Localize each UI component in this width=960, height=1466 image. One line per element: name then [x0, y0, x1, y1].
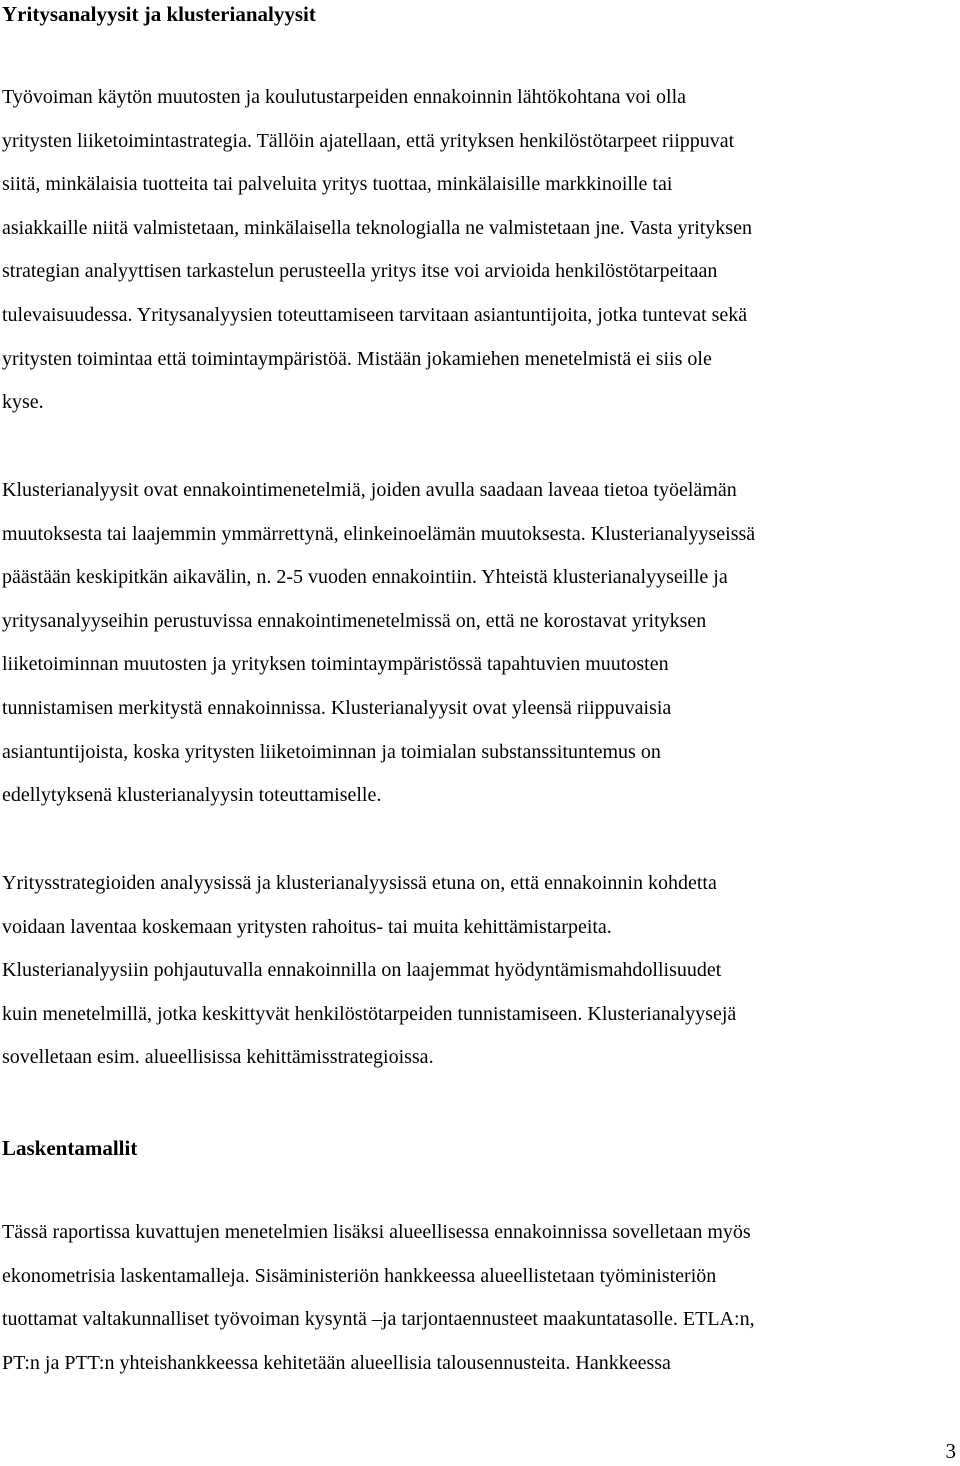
text-line: asiakkaille niitä valmistetaan, minkälaisella teknologialla ne valmistetaan jne. Vasta yrityksen	[2, 216, 752, 239]
text-line: muutoksesta tai laajemmin ymmärrettynä, elinkeinoelämän muutoksesta. Klusterianalyyseissä	[2, 522, 756, 545]
text-line: asiantuntijoista, koska yritysten liiketoiminnan ja toimialan substanssituntemus on	[2, 740, 661, 763]
text-line: sovelletaan esim. alueellisissa kehittämisstrategioissa.	[2, 1046, 434, 1069]
text-line: tulevaisuudessa. Yritysanalyysien toteuttamiseen tarvitaan asiantuntijoita, jotka tuntevat sekä	[2, 303, 748, 326]
page-number: 3	[945, 1439, 956, 1463]
text-line: päästään keskipitkän aikavälin, n. 2-5 vuoden ennakointiin. Yhteistä klusterianalyyseille ja	[2, 566, 728, 589]
paragraph-laskentamallit	[2, 1211, 958, 1385]
text-line: yritysten toimintaa että toimintaympäristöä. Mistään jokamiehen menetelmistä ei siis ole	[2, 347, 712, 370]
text-line: Klusterianalyysit ovat ennakointimenetelmiä, joiden avulla saadaan laveaa tietoa työelämän	[2, 479, 737, 501]
text-line: strategian analyyttisen tarkastelun perusteella yritys itse voi arvioida henkilöstötarpeitaan	[2, 260, 718, 283]
text-line: tunnistamisen merkitystä ennakoinnissa. Klusterianalyysit ovat yleensä riippuvaisia	[2, 696, 672, 719]
text-line: kyse.	[2, 391, 44, 414]
text-line: yritysten liiketoimintastrategia. Tällöin ajatellaan, että yrityksen henkilöstötarpeet riippuvat	[2, 129, 735, 152]
text-line: Yritysstrategioiden analyysissä ja klusterianalyysissä etuna on, että ennakoinnin kohdetta	[2, 872, 717, 894]
text-line: ekonometrisia laskentamalleja. Sisäministeriön hankkeessa alueellistetaan työministeriön	[2, 1264, 717, 1287]
text-line: tuottamat valtakunnalliset työvoiman kysyntä –ja tarjontaennusteet maakuntatasolle. ETLA:n,	[2, 1308, 755, 1331]
text-line: PT:n ja PTT:n yhteishankkeessa kehitetään alueellisia talousennusteita. Hankkeessa	[2, 1351, 671, 1374]
text-line: liiketoiminnan muutosten ja yrityksen toimintaympäristössä tapahtuvien muutosten	[2, 653, 669, 676]
text-line: Klusterianalyysiin pohjautuvalla ennakoinnilla on laajemmat hyödyntämismahdollisuudet	[2, 959, 722, 982]
section-heading-laskentamallit: Laskentamallit	[2, 1136, 138, 1160]
section-heading-yritysanalyysit: Yritysanalyysit ja klusterianalyysit	[2, 2, 316, 26]
text-line: kuin menetelmillä, jotka keskittyvät henkilöstötarpeiden tunnistamiseen. Klusterianalyysejä	[2, 1002, 737, 1025]
paragraph-yritysstrategiat	[2, 862, 958, 1080]
text-line: Työvoiman käytön muutosten ja koulutustarpeiden ennakoinnin lähtökohtana voi olla	[2, 86, 687, 108]
text-line: edellytyksenä klusterianalyysin toteuttamiselle.	[2, 784, 382, 807]
text-line: yritysanalyyseihin perustuvissa ennakointimenetelmissä on, että ne korostavat yrityksen	[2, 609, 707, 632]
text-line: siitä, minkälaisia tuotteita tai palveluita yritys tuottaa, minkälaisille markkinoille tai	[2, 173, 673, 196]
text-line: Tässä raportissa kuvattujen menetelmien lisäksi alueellisessa ennakoinnissa sovelletaan myös	[2, 1221, 751, 1243]
paragraph-klusterianalyysit	[2, 469, 958, 818]
text-line: voidaan laventaa koskemaan yritysten rahoitus- tai muita kehittämistarpeita.	[2, 915, 612, 938]
paragraph-yritysanalyysit	[2, 76, 958, 425]
